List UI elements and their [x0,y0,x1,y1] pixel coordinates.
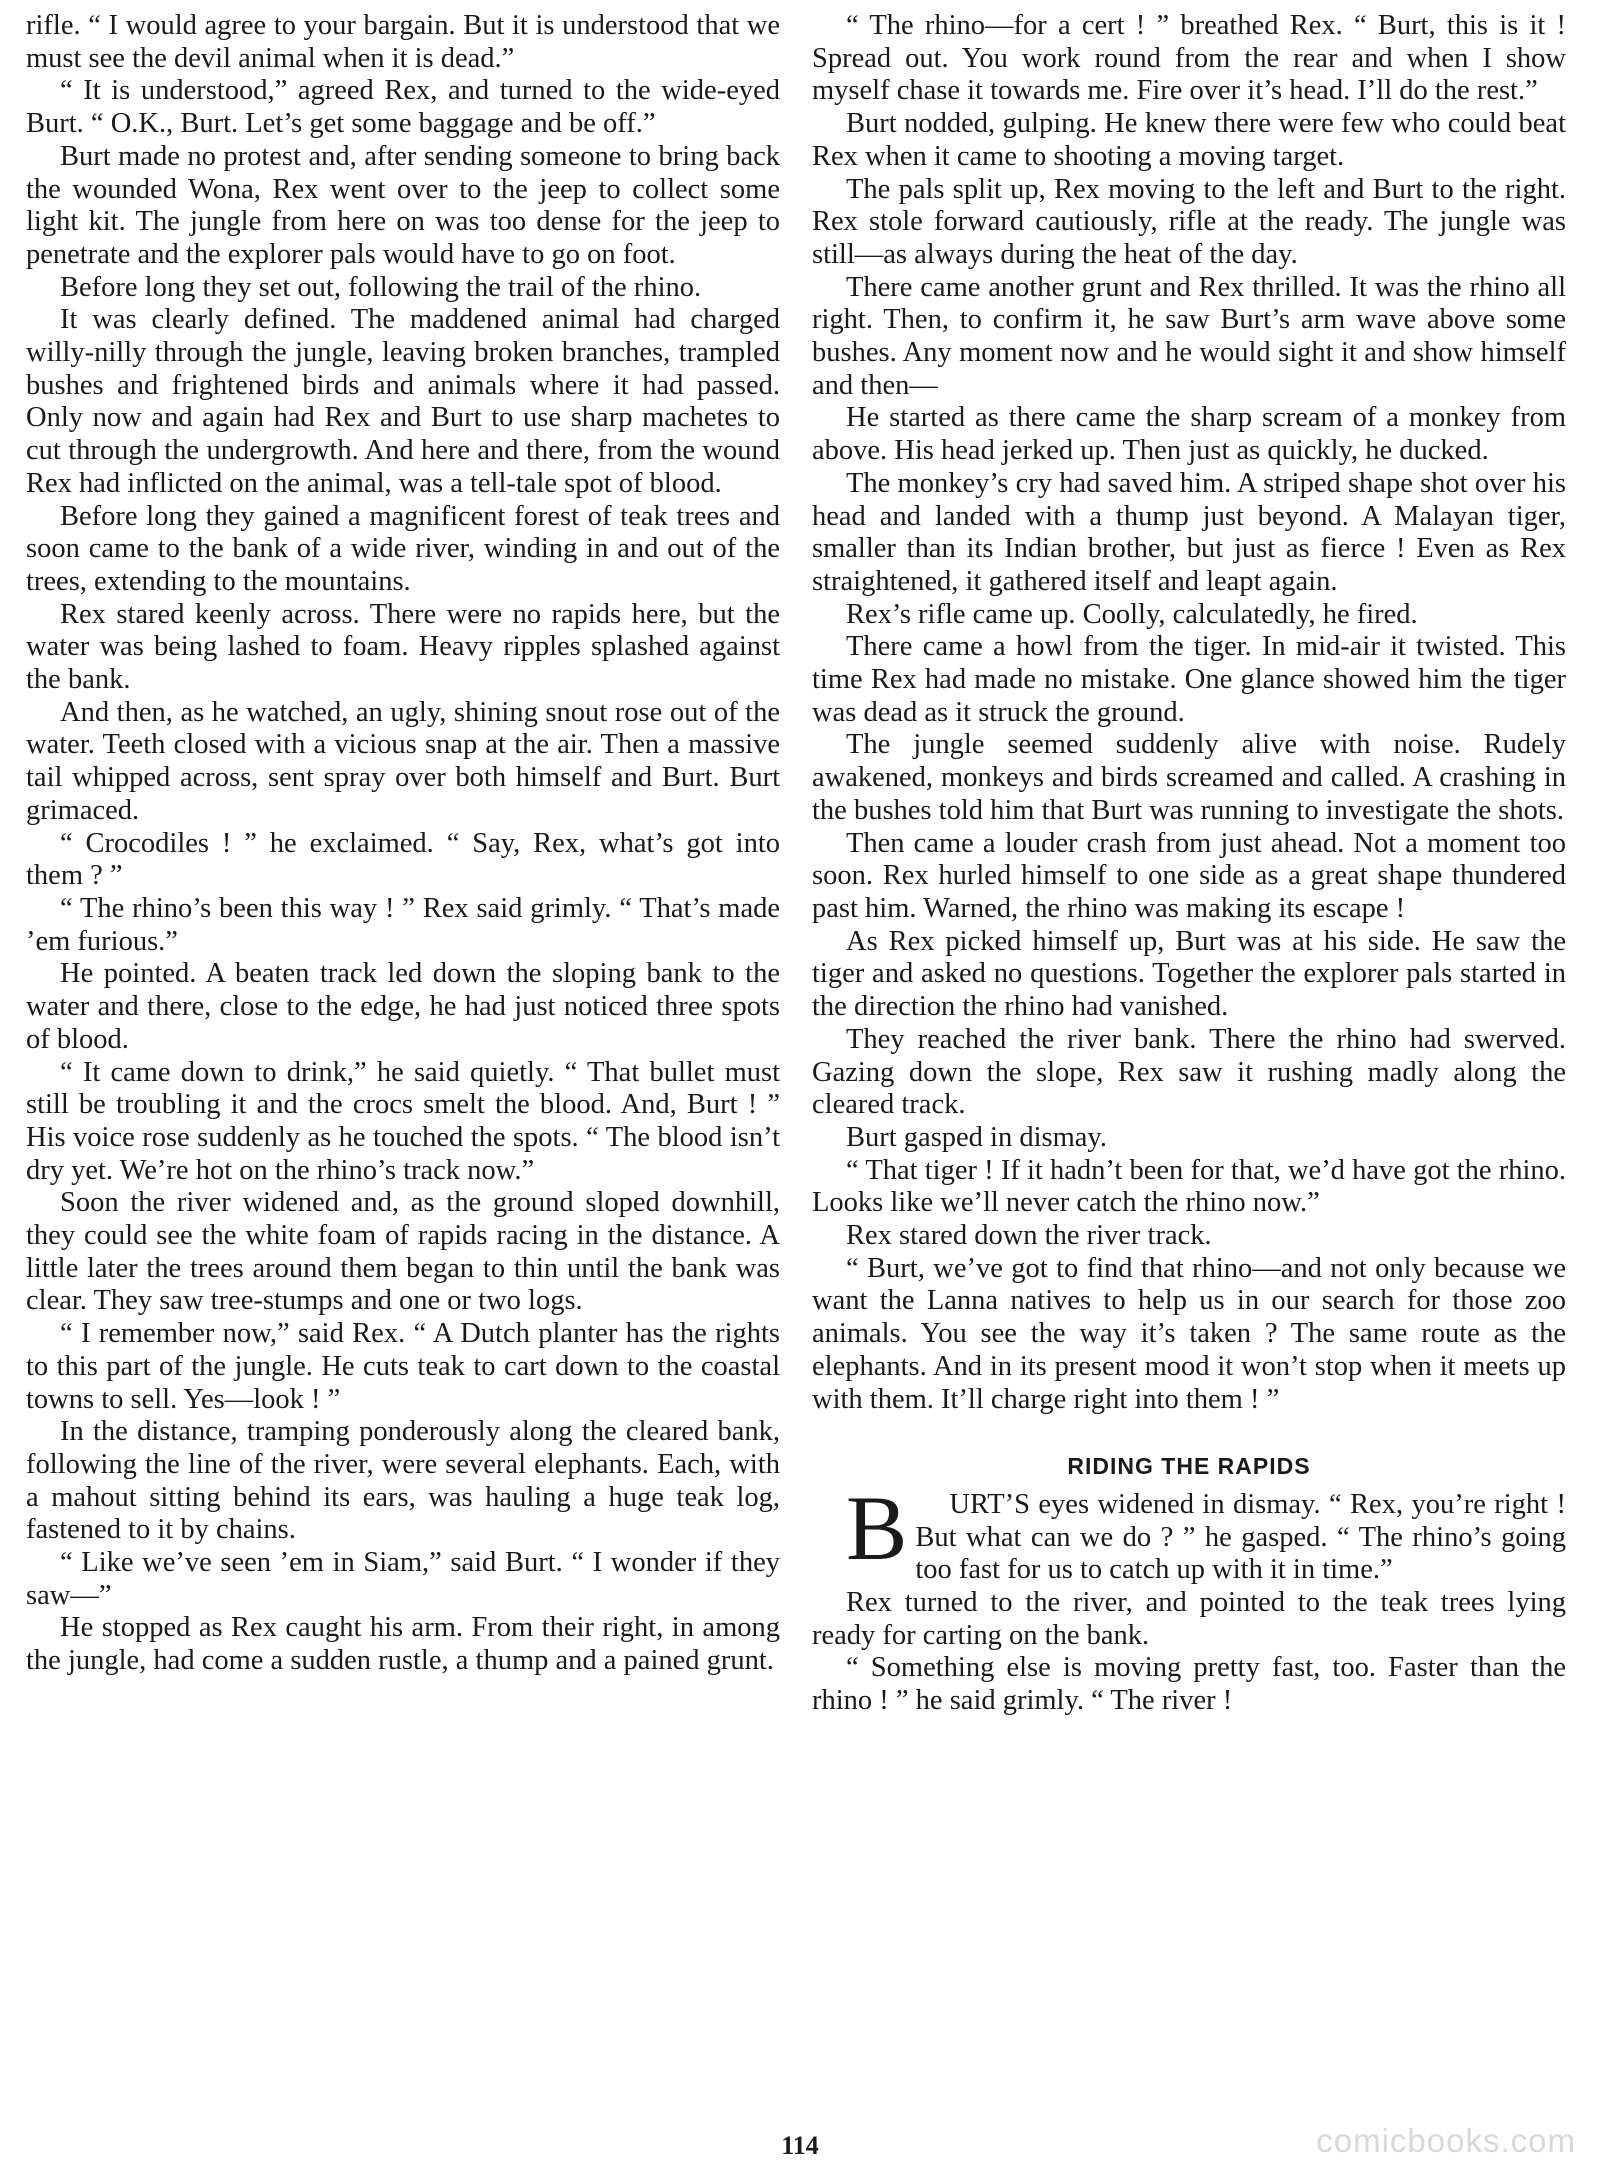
section-heading: RIDING THE RAPIDS [1067,1453,1311,1480]
paragraph: It was clearly defined. The maddened animal had charged willy-nilly through the jungle, leaving broken branches, trampled bushes and frightened birds and animals where it had passed. Only now and again had Rex and Burt to use sharp machetes to cut through the undergrowth. And here and there, from the wound Rex had inflicted on the animal, was a tell-tale spot of blood. [26,304,780,499]
paragraph: “ The rhino—for a cert ! ” breathed Rex. “ Burt, this is it ! Spread out. You work round from the rear and when I show myself chase it towards me. Fire over it’s head. I’ll do the rest.” [812,10,1566,107]
page-number: 114 [781,2131,819,2160]
paragraph: “ Something else is moving pretty fast, too. Faster than the rhino ! ” he said grimly. “ The river ! [812,1652,1566,1717]
drop-cap: B [846,1476,908,1579]
paragraph: The monkey’s cry had saved him. A striped shape shot over his head and landed with a thump just beyond. A Malayan tiger, smaller than its Indian brother, but just as fierce ! Even as Rex straightened, it gathered itself and leapt again. [812,467,1566,597]
paragraph: “ Crocodiles ! ” he exclaimed. “ Say, Rex, what’s got into them ? ” [26,827,780,892]
paragraph: rifle. “ I would agree to your bargain. But it is understood that we must see the devil animal when it is dead.” [26,10,780,74]
paragraph: Burt made no protest and, after sending someone to bring back the wounded Wona, Rex went over to the jeep to collect some light kit. The jungle from here on was too dense for the jeep to penetrate and the explorer pals would have to go on foot. [26,140,780,270]
paragraph: “ The rhino’s been this way ! ” Rex said grimly. “ That’s made ’em furious.” [26,892,780,957]
paragraph: They reached the river bank. There the rhino had swerved. Gazing down the slope, Rex saw it rushing madly along the cleared track. [812,1023,1566,1121]
paragraph: Rex turned to the river, and pointed to the teak trees lying ready for carting on the bank. [812,1587,1566,1651]
paragraph: “ Burt, we’ve got to find that rhino—and not only because we want the Lanna natives to help us in our search for those zoo animals. You see the way it’s taken ? The same route as the elephants. And in its present mood it won’t stop when it meets up with them. It’ll charge right into them ! ” [812,1252,1566,1415]
paragraph: He pointed. A beaten track led down the sloping bank to the water and there, close to the edge, he had just noticed three spots of blood. [26,958,780,1055]
paragraph: “ I remember now,” said Rex. “ A Dutch planter has the rights to this part of the jungle. He cuts teak to cart down to the coastal towns to sell. Yes—look ! ” [26,1318,780,1415]
paragraph: The jungle seemed suddenly alive with noise. Rudely awakened, monkeys and birds screamed and called. A crashing in the bushes told him that Burt was running to investigate the shots. [812,729,1566,826]
paragraph: Burt gasped in dismay. [846,1121,1107,1153]
paragraph: “ It came down to drink,” he said quietly. “ That bullet must still be troubling it and the crocs smelt the blood. And, Burt ! ” His voice rose suddenly as he touched the spots. “ The blood isn’t dry yet. We’re hot on the rhino’s track now.” [26,1056,780,1186]
paragraph: Rex’s rifle came up. Coolly, calculatedly, he fired. [846,598,1418,630]
dropcap-paragraph-text: URT’S eyes widened in dismay. “ Rex, you’re right ! But what can we do ? ” he gasped. “ The rhino’s going too fast for us to catch up with it in time.” [915,1488,1566,1586]
right-column [812,10,1566,1718]
paragraph: The pals split up, Rex moving to the left and Burt to the right. Rex stole forward cautiously, rifle at the ready. The jungle was still—as always during the heat of the day. [812,173,1566,270]
dropcap-paragraph [812,1476,1566,1587]
paragraph: Rex stared keenly across. There were no rapids here, but the water was being lashed to foam. Heavy ripples splashed against the bank. [26,598,780,696]
paragraph: Before long they gained a magnificent forest of teak trees and soon came to the bank of a wide river, winding in and out of the trees, extending to the mountains. [26,500,780,597]
paragraph: “ It is understood,” agreed Rex, and turned to the wide-eyed Burt. “ O.K., Burt. Let’s get some baggage and be off.” [26,75,780,140]
paragraph: Burt nodded, gulping. He knew there were few who could beat Rex when it came to shooting a moving target. [812,108,1566,172]
paragraph: He stopped as Rex caught his arm. From their right, in among the jungle, had come a sudden rustle, a thump and a pained grunt. [26,1612,780,1677]
paragraph: Before long they set out, following the trail of the rhino. [60,271,702,303]
paragraph: “ Like we’ve seen ’em in Siam,” said Burt. “ I wonder if they saw—” [26,1547,780,1611]
paragraph: In the distance, tramping ponderously along the cleared bank, following the line of the river, were several elephants. Each, with a mahout sitting behind its ears, was hauling a huge teak log, fastened to it by chains. [26,1416,780,1546]
paragraph: As Rex picked himself up, Burt was at his side. He saw the tiger and asked no questions. Together the explorer pals started in the direction the rhino had vanished. [812,925,1566,1023]
paragraph: And then, as he watched, an ugly, shining snout rose out of the water. Teeth closed with a vicious snap at the air. Then a massive tail whipped across, sent spray over both himself and Burt. Burt grimaced. [26,696,780,826]
paragraph: There came another grunt and Rex thrilled. It was the rhino all right. Then, to confirm it, he saw Burt’s arm wave above some bushes. Any moment now and he would sight it and show himself and then— [812,271,1566,401]
left-column [26,10,780,1678]
paragraph: “ That tiger ! If it hadn’t been for that, we’d have got the rhino. Looks like we’ll never catch the rhino now.” [812,1154,1566,1219]
paragraph: Rex stared down the river track. [846,1220,1212,1252]
paragraph: Soon the river widened and, as the ground sloped downhill, they could see the white foam of rapids racing in the distance. A little later the trees around them began to thin until the bank was clear. They saw tree-stumps and one or two logs. [26,1187,780,1317]
paragraph: There came a howl from the tiger. In mid-air it twisted. This time Rex had made no mistake. One glance showed him the tiger was dead as it struck the ground. [812,631,1566,728]
watermark: comicbooks.com [1316,2122,1576,2159]
paragraph: Then came a louder crash from just ahead. Not a moment too soon. Rex hurled himself to one side as a great shape thundered past him. Warned, the rhino was making its escape ! [812,827,1566,924]
paragraph: He started as there came the sharp scream of a monkey from above. His head jerked up. Then just as quickly, he ducked. [812,402,1566,467]
